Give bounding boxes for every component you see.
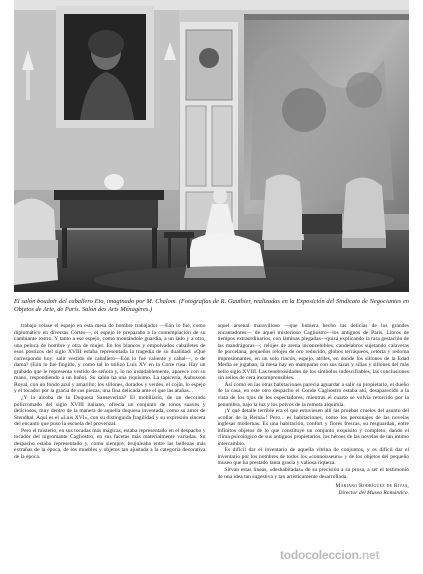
- author-name: Mariano Rodríguez de Rivas,: [335, 483, 409, 490]
- paragraph: ¿Y la alcoba de la Duquesa Sanseverina? El mobiliario, de un decorado policromado del siglo XVIII italiano, ofrecía un conjunto de tonos suaves y deliciosos, muy dentro de la manera de aquella duquesa inventada, como su amor de Stendhal. Aquí es el «Luis XVI», con su distinguida fragilidad y su expresión sincera del encanto que puso la escuela del provenzal.: [14, 395, 206, 428]
- boudoir-photo-illustration: [14, 0, 409, 292]
- boudoir-photograph: [14, 0, 409, 292]
- paragraph: Es difícil dar el inventario de aquella vitrina de conjuntos, y es difícil dar el inventario por los nombres de todos los «connoisseurs» y de los objetos del pequeño museo que ha prestado tanta gracia y valiosa riqueza.: [217, 447, 409, 467]
- paragraph: aquel arsenal maravilloso —que hubiera hecho las delicias de los grandes encantadores— de aquel misterioso Cagliostro—los antiguos de París. Libros de tiempos extraordinarios, con láminas plegadas—quizá explicando la rara gestación de las mandrágoras—; relojes de arena inconcebibles, candelabros sujetando calaveras de porcelana, pequeños relojes de oro reducido, globos terráqueos, retorta y redoma impresionantes, en un solo rincón, espejo, atriles, en donde los sillones de la Edad Media se jugaban, la mesa hay en mamparas con sus tazas y sillas y sillones del más bello siglo XVIII. Las tenebrosidades de los símbolos indescifrables, las conclusiones sin sellos de cera incomprensibles.: [217, 323, 409, 382]
- left-armchair: [14, 199, 58, 285]
- portrait-painting: [56, 6, 154, 128]
- paragraph: trabajo veíase el espejo en esta mesa de hombre trabajador —Eón lo fué, como diplomático en diversas Cortes—, el espejo le preparaba a la contemplación de su cambiante rostro. Y tanto a ese espejo, como montándole guardia, a un lado y a otro, una peluca de hombre y otra de mujer. En los blancos y empolvados caballetes de esos postizos del siglo XVIII estaba representada la tragedia de su dualidad: «Qué correspondo hoy: salir vestido de caballero—Eón lo fué valiente y cabal—, o de dama? (Eón lo fué fingido, y como tal lo utilizó Luis XV en la Corte rusa. Hay un grabado que le representa vestido de señora y, lo no indudablemente, aparece con su mano, respondiendo a un baño). Su salón ha una riquísimo. La tapicería, Aubusson Royal, con un fondo azul y amarillo; los sillones, dorados y verdes, el cojín, lo espejo y el tocador por la gracia de sus piezas, una fina delicada ante el que las arañas...: [14, 323, 206, 395]
- paragraph: Pero el misterio, en sus tocadas más mágicas, estaba representado en el despacho y tocador del nigromante Cagliostro, en sus facetas más materialmente variadas. Su despacho estaba representado y, como siempre, brujuleaba entre las bellezas más extrañas de la época, de los muebles y objetos tan ajustada a la categoría decorativa de la época.: [14, 427, 206, 460]
- paragraph: Sirvan estas líneas, «deshabitadas» de su precisión a su prosa, a ser el testimonio de una idea tan sugestiva y tan artísticamente desarrollada.: [217, 467, 409, 480]
- photo-caption: El salón boudoir del caballero Eto, imaginado por M. Chalom. (Fotografías de R. Gauthier, realizadas en la Exposición del Sindicato de Negociantes en Objetos de Arte, de París. Salón des Arts Ménagères.): [14, 298, 409, 314]
- author-signature: [218, 483, 410, 496]
- author-role: Director del Museo Romántico.: [338, 489, 409, 496]
- article-column-right: [218, 323, 410, 551]
- watermark: [280, 548, 379, 562]
- watermark-text: todocoleccion: [280, 548, 359, 562]
- paragraph: ¡Y qué detalle terrible era el que estuviesen allí las pruebas crueles del asunto del «collar de la Reina»! Pero... es habitaciones, como los personajes de las novelas inglesas modernas. Es una habitación, confort y flores frescas, su resguardan, entre infinitos objetos de lo que constituye un conjunto exquisito y completo, dando el clima psicológico de sus antiguos propietarios, los héroes de las novelas de tan intimo intercambio.: [217, 408, 409, 447]
- paragraph: Así como en las otras habitaciones parecía aguardar a salir su propietario, el dueño de la casa, en este otro despacho el Conde Cagliostro estaba ahí, desaparecido a la vista de los ojos de los espectadores, mientras el cuarto se volvía retorcido por la penumbra, bajo la luz y los polvos de la remota alquimia.: [217, 381, 409, 408]
- watermark-suffix: .net: [358, 548, 380, 562]
- article-body: [14, 323, 409, 551]
- article-column-left: [14, 323, 206, 551]
